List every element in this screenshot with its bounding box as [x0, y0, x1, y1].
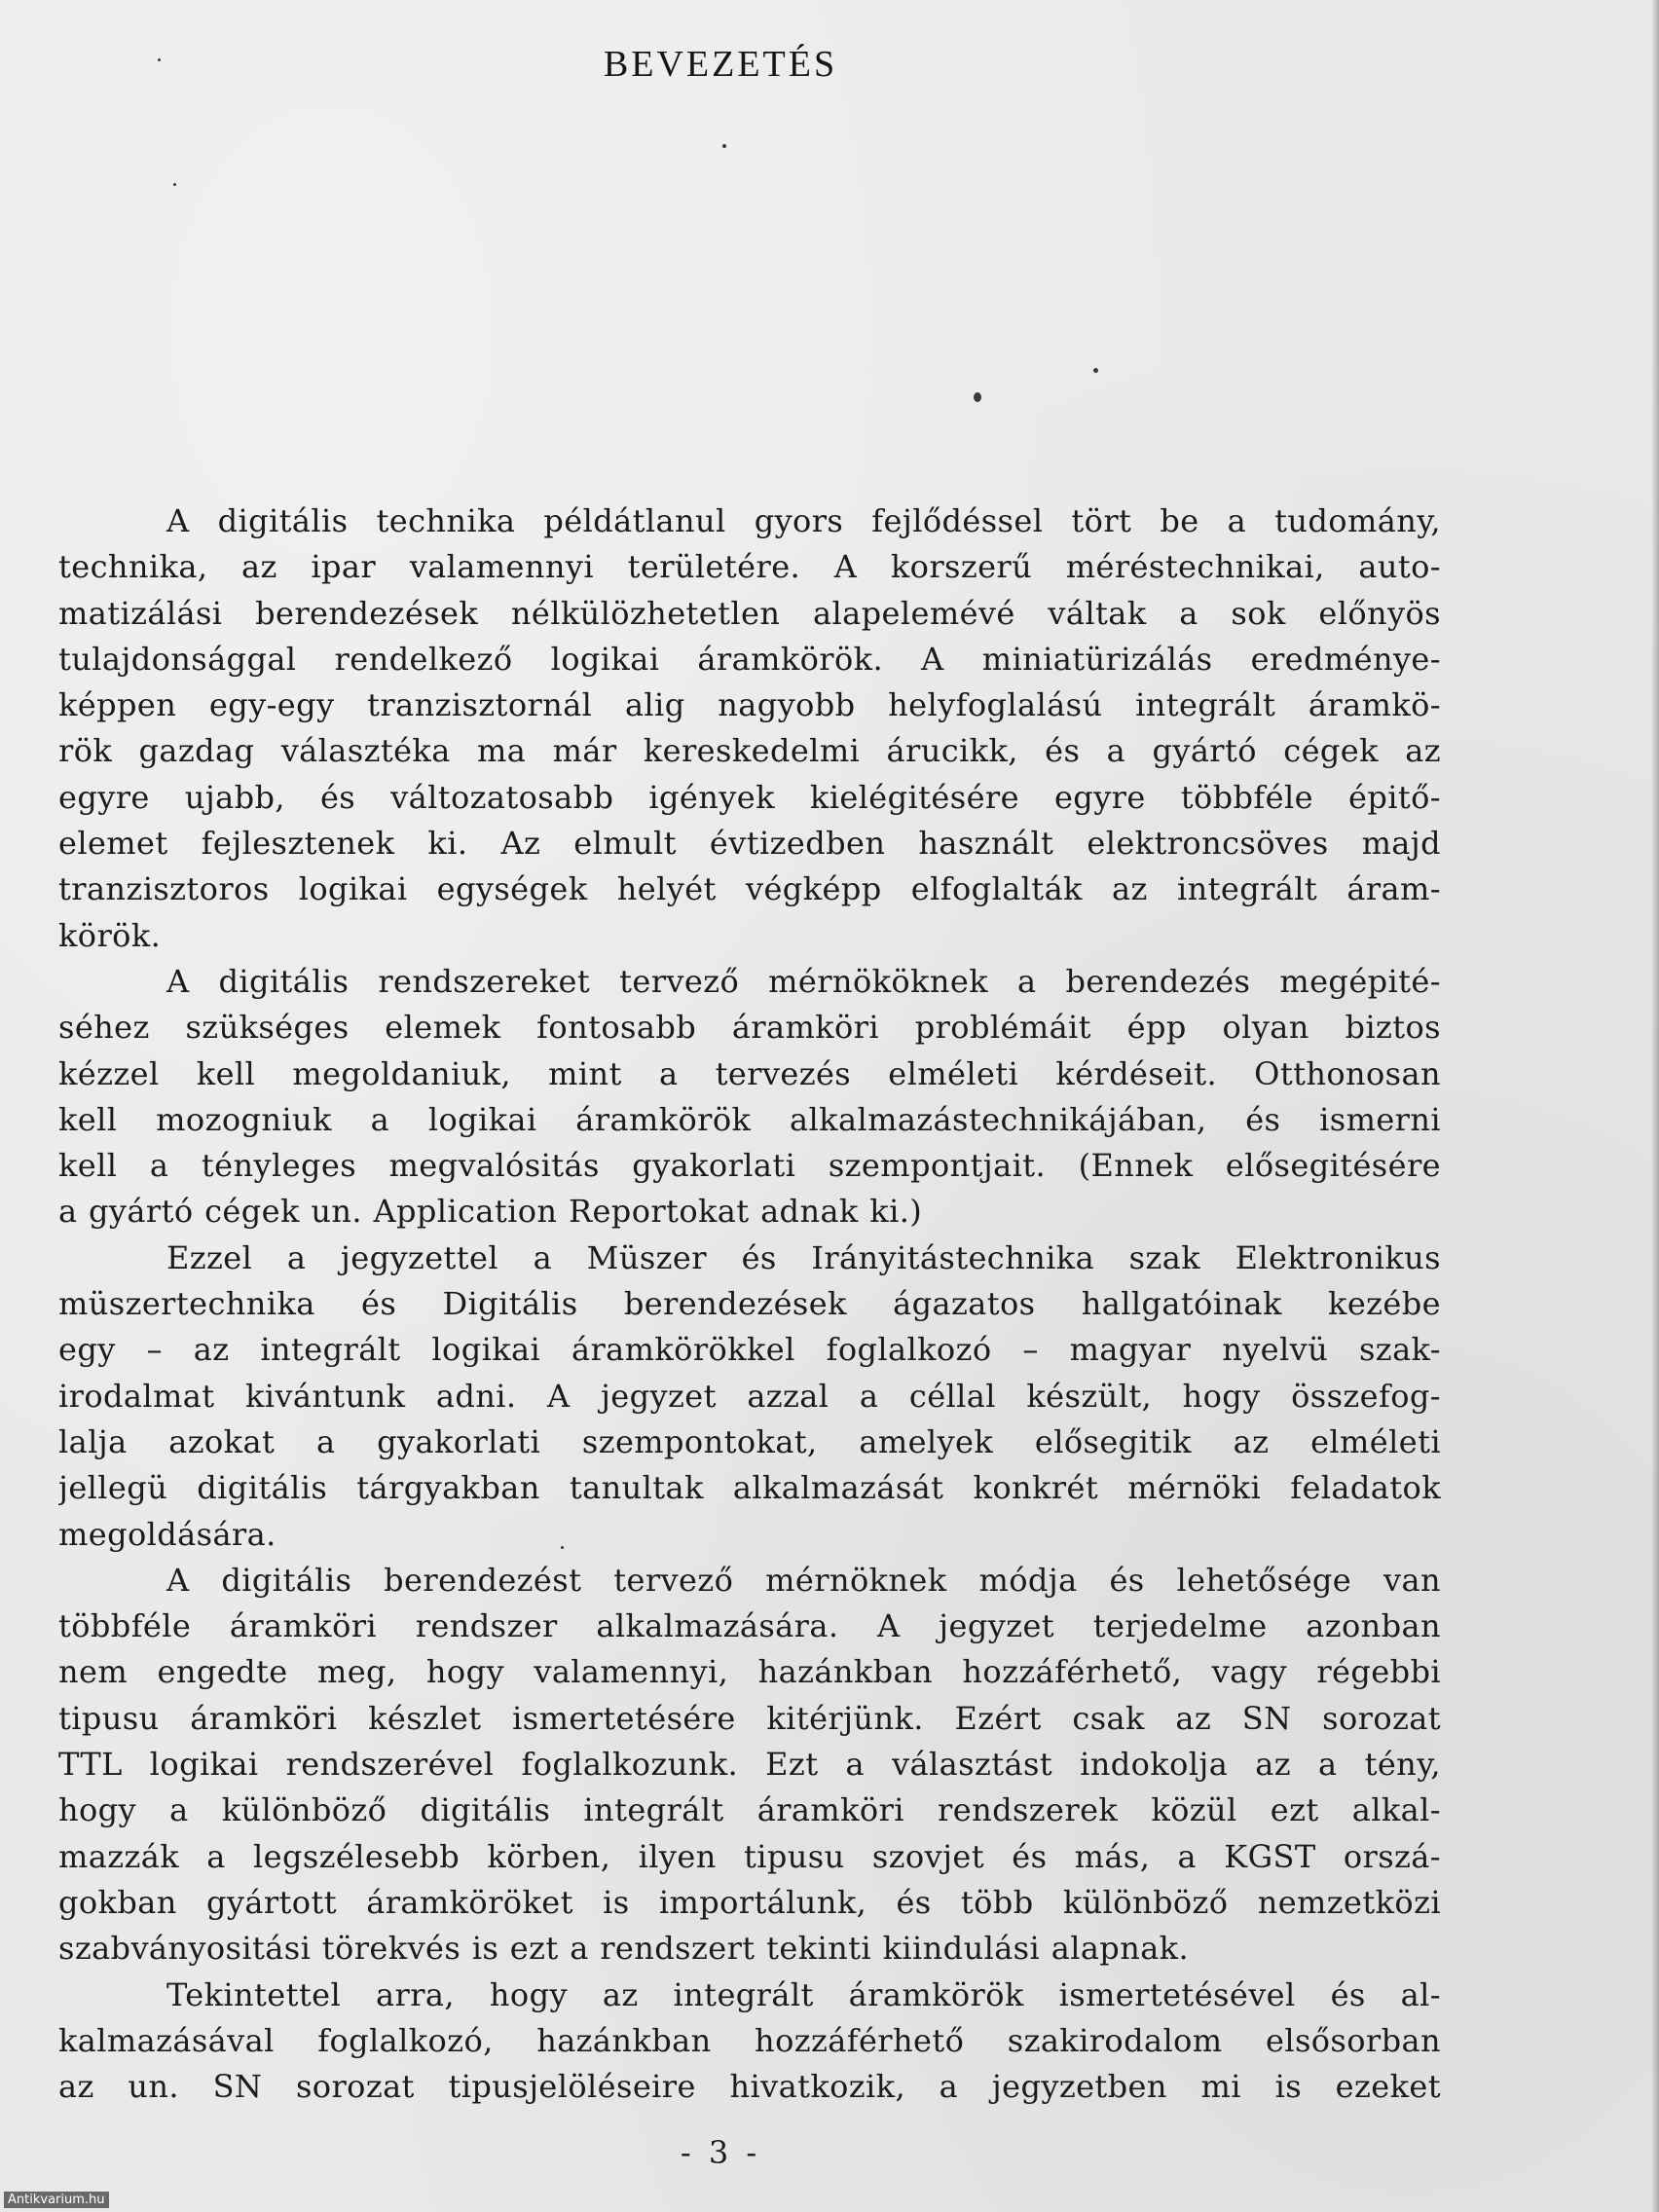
- text-line: nem engedte meg, hogy valamennyi, hazánkban hozzáférhető, vagy régebbi: [58, 1653, 1441, 1691]
- text-line: egy – az integrált logikai áramkörökkel foglalkozó – magyar nyelvü szak-: [58, 1331, 1441, 1369]
- page-edge-shadow: [1651, 0, 1659, 2212]
- scan-speck: [1093, 368, 1098, 373]
- watermark: Antikvarium.hu: [4, 2192, 109, 2208]
- text-line: tranzisztoros logikai egységek helyét végképp elfoglalták az integrált áram-: [58, 870, 1441, 908]
- text-line: kézzel kell megoldaniuk, mint a tervezés elméleti kérdéseit. Otthonosan: [58, 1054, 1441, 1092]
- text-line: hogy a különböző digitális integrált áramköri rendszerek közül ezt alkal-: [58, 1791, 1441, 1829]
- text-line: az un. SN sorozat tipusjelöléseire hivatkozik, a jegyzetben mi is ezeket: [58, 2068, 1441, 2106]
- text-line: szabványositási törekvés is ezt a rendszert tekinti kiindulási alapnak.: [58, 1930, 1190, 1968]
- scan-speck: [974, 392, 981, 402]
- paragraph: [58, 498, 1441, 959]
- text-line: tipusu áramköri készlet ismertetésére kitérjünk. Ezért csak az SN sorozat: [58, 1699, 1441, 1737]
- text-line: tulajdonsággal rendelkező logikai áramkörök. A miniatürizálás eredménye-: [58, 640, 1441, 678]
- text-line: elemet fejlesztenek ki. Az elmult évtizedben használt elektroncsöves majd: [58, 825, 1441, 863]
- scan-speck: [158, 58, 161, 61]
- text-line: A digitális berendezést tervező mérnöknek módja és lehetősége van: [166, 1561, 1441, 1599]
- text-line: séhez szükséges elemek fontosabb áramköri problémáit épp olyan biztos: [58, 1009, 1441, 1047]
- text-line: jellegü digitális tárgyakban tanultak alkalmazását konkrét mérnöki feladatok: [58, 1469, 1441, 1507]
- text-line: körök.: [58, 916, 162, 954]
- page-number: - 3 -: [680, 2134, 761, 2171]
- text-line: A digitális rendszereket tervező mérnököknek a berendezés megépité-: [166, 962, 1441, 1000]
- text-line: A digitális technika példátlanul gyors fejlődéssel tört be a tudomány,: [166, 502, 1441, 539]
- text-line: a gyártó cégek un. Application Reportokat adnak ki.): [58, 1193, 923, 1231]
- text-line: rök gazdag választéka ma már kereskedelmi árucikk, és a gyártó cégek az: [58, 732, 1441, 770]
- scan-speck: [722, 144, 726, 148]
- scan-speck: [173, 183, 176, 186]
- text-line: technika, az ipar valamennyi területére. A korszerű méréstechnikai, auto-: [58, 548, 1441, 586]
- text-line: lalja azokat a gyakorlati szempontokat, amelyek elősegitik az elméleti: [58, 1422, 1441, 1460]
- text-line: kalmazásával foglalkozó, hazánkban hozzáférhető szakirodalom elsősorban: [58, 2021, 1441, 2059]
- text-line: irodalmat kivántunk adni. A jegyzet azzal a céllal készült, hogy összefog-: [58, 1377, 1441, 1415]
- scan-speck: [561, 1546, 564, 1549]
- text-line: kell a tényleges megvalósitás gyakorlati szempontjait. (Ennek elősegitésére: [58, 1147, 1441, 1185]
- text-line: kell mozogniuk a logikai áramkörök alkalmazástechnikájában, és ismerni: [58, 1100, 1441, 1138]
- text-line: gokban gyártott áramköröket is importálunk, és több különböző nemzetközi: [58, 1883, 1441, 1921]
- text-line: müszertechnika és Digitális berendezések ágazatos hallgatóinak kezébe: [58, 1285, 1441, 1323]
- paragraph: [58, 1558, 1441, 1972]
- text-line: Tekintettel arra, hogy az integrált áramkörök ismertetésével és al-: [166, 1975, 1441, 2013]
- text-line: képpen egy-egy tranzisztornál alig nagyobb helyfoglalású integrált áramkö-: [58, 686, 1441, 724]
- text-line: Ezzel a jegyzettel a Müszer és Irányitástechnika szak Elektronikus: [166, 1238, 1441, 1276]
- text-line: TTL logikai rendszerével foglalkozunk. Ezt a választást indokolja az a tény,: [58, 1746, 1441, 1784]
- text-line: matizálási berendezések nélkülözhetetlen alapelemévé váltak a sok előnyös: [58, 594, 1441, 632]
- body-text: [58, 498, 1441, 2110]
- paragraph: [58, 1972, 1441, 2111]
- text-line: többféle áramköri rendszer alkalmazására. A jegyzet terjedelme azonban: [58, 1607, 1441, 1645]
- text-line: egyre ujabb, és változatosabb igények kielégitésére egyre többféle épitő-: [58, 778, 1441, 816]
- paragraph: [58, 959, 1441, 1235]
- text-line: megoldására.: [58, 1515, 276, 1553]
- text-line: mazzák a legszélesebb körben, ilyen tipusu szovjet és más, a KGST orszá-: [58, 1837, 1441, 1875]
- paragraph: [58, 1235, 1441, 1558]
- page-title: BEVEZETÉS: [603, 44, 838, 85]
